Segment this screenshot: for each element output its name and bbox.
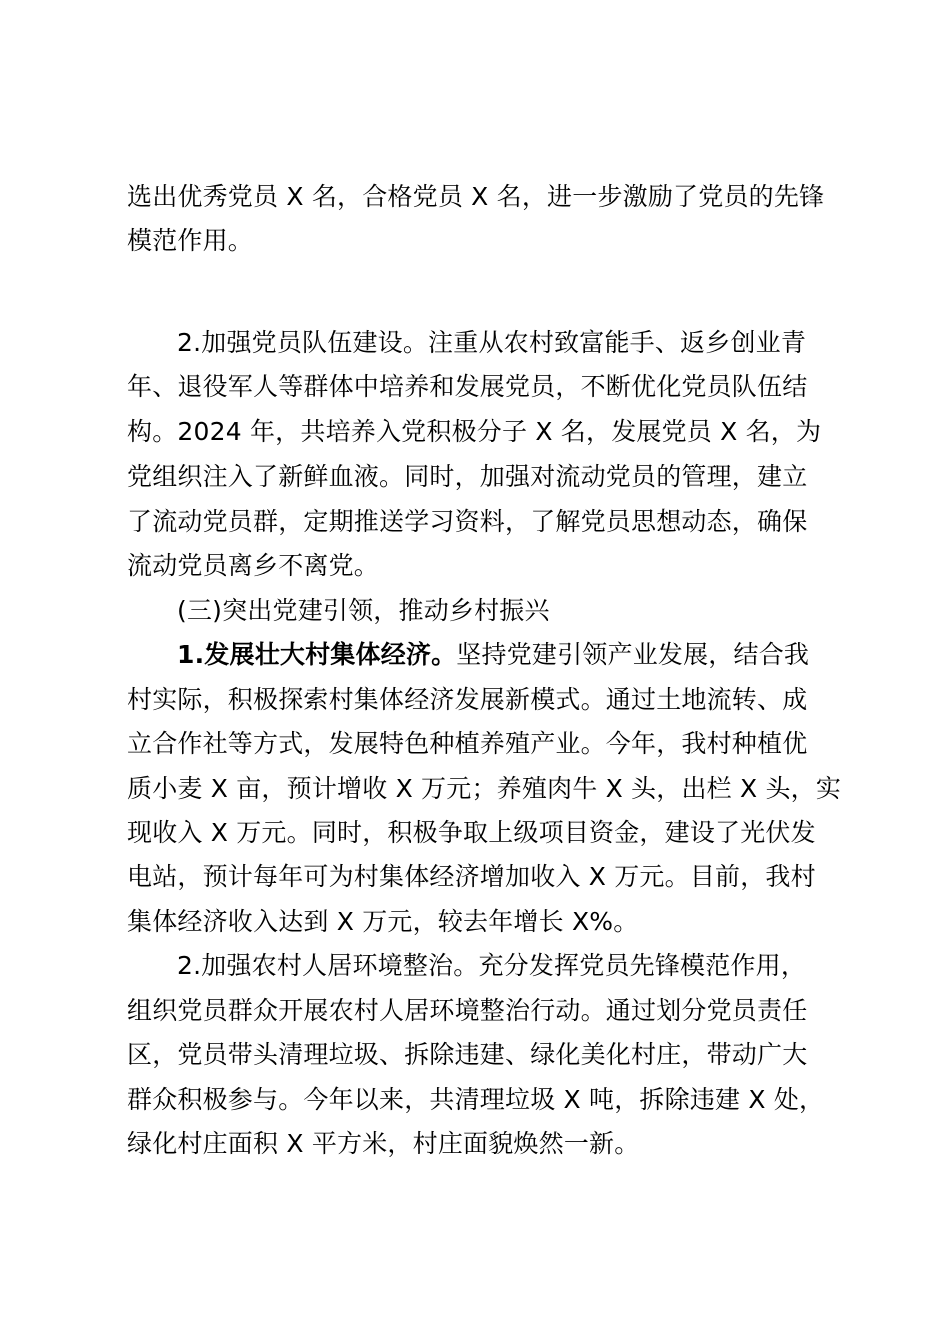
paragraph-line: 立合作社等方式，发展特色种植养殖产业。今年，我村种植优 [127,729,808,758]
paragraph-line: 质小麦 X 亩，预计增收 X 万元；养殖肉牛 X 头，出栏 X 头，实 [127,774,842,803]
paragraph-line: 集体经济收入达到 X 万元，较去年增长 X%。 [127,907,639,936]
paragraph-line: 现收入 X 万元。同时，积极争取上级项目资金，建设了光伏发 [127,818,816,847]
paragraph-line: 流动党员离乡不离党。 [127,551,380,580]
paragraph-line: 群众积极参与。今年以来，共清理垃圾 X 吨，拆除违建 X 处， [127,1085,825,1114]
paragraph-text: 坚持党建引领产业发展，结合我 [456,640,810,669]
paragraph-line: 2.加强农村人居环境整治。充分发挥党员先锋模范作用， [177,951,807,980]
paragraph-line: 模范作用。 [127,226,254,255]
paragraph-line: 选出优秀党员 X 名，合格党员 X 名，进一步激励了党员的先锋 [127,182,825,211]
paragraph-line: 党组织注入了新鲜血液。同时，加强对流动党员的管理，建立 [127,462,808,491]
paragraph-line: 村实际，积极探索村集体经济发展新模式。通过土地流转、成 [127,685,808,714]
section-heading-line: 2.加强党员队伍建设。注重从农村致富能手、返乡创业青 [177,328,807,357]
paragraph-line: 构。2024 年，共培养入党积极分子 X 名，发展党员 X 名，为 [127,417,822,446]
subsection-title: (三)突出党建引领，推动乡村振兴 [177,596,550,625]
paragraph-line: 了流动党员群，定期推送学习资料，了解党员思想动态，确保 [127,507,808,536]
paragraph-line: 年、退役军人等群体中培养和发展党员，不断优化党员队伍结 [127,372,808,401]
paragraph-line: 组织党员群众开展农村人居环境整治行动。通过划分党员责任 [127,996,808,1025]
paragraph-line: 电站，预计每年可为村集体经济增加收入 X 万元。目前，我村 [127,862,816,891]
bold-heading: 1.发展壮大村集体经济。 [177,640,457,669]
paragraph-line: 区，党员带头清理垃圾、拆除违建、绿化美化村庄，带动广大 [127,1040,808,1069]
paragraph-line: 绿化村庄面积 X 平方米，村庄面貌焕然一新。 [127,1129,640,1158]
paragraph-line [177,638,809,672]
